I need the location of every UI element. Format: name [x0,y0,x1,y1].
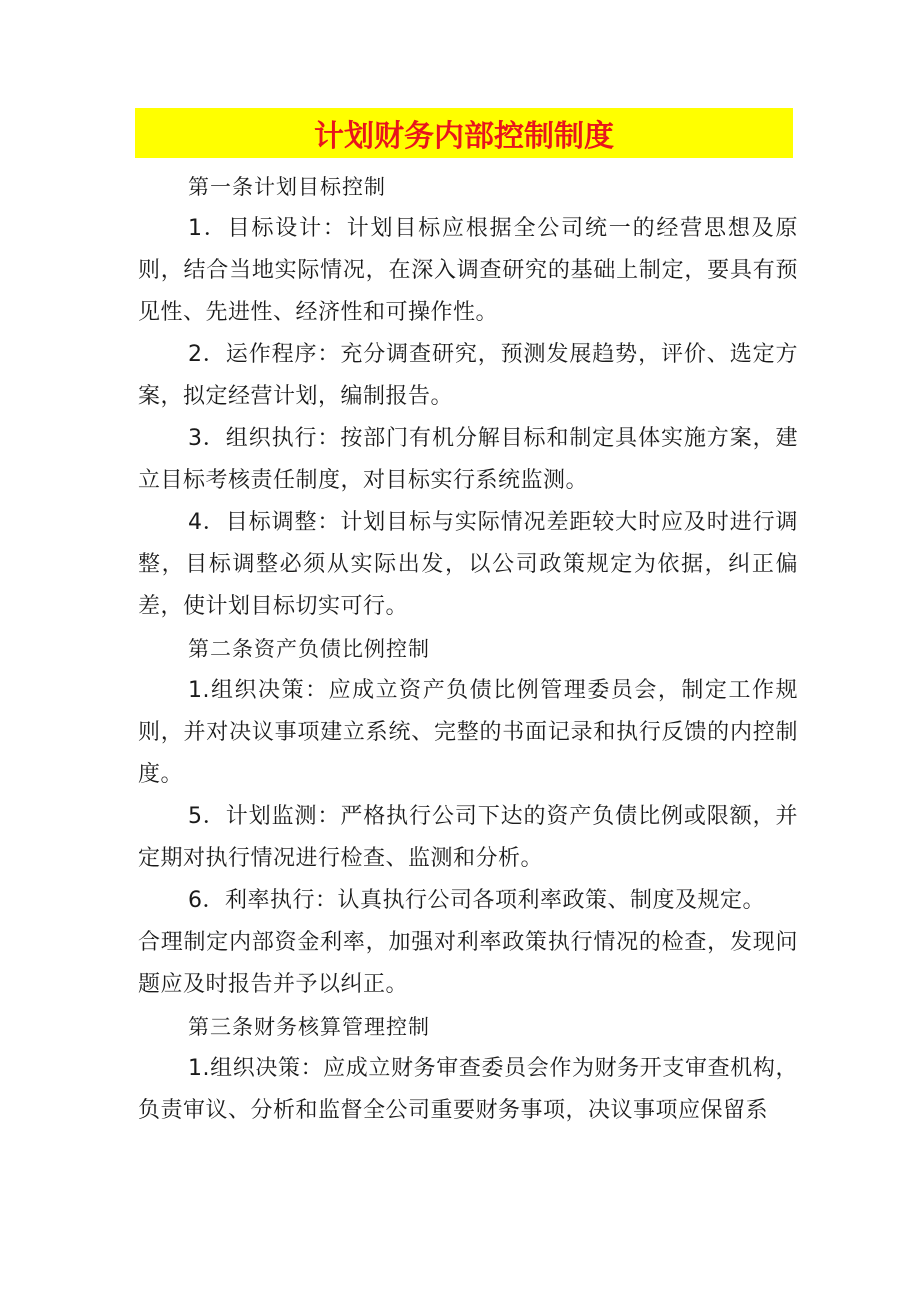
title-banner [135,108,793,158]
paragraph-goal-design: 1．目标设计：计划目标应根据全公司统一的经营思想及原则，结合当地实际情况，在深入调查研究的基础上制定，要具有预见性、先进性、经济性和可操作性。 [138,216,798,325]
article-heading-2: 第二条资产负债比例控制 [188,637,430,661]
paragraph-plan-monitoring: 5．计划监测：严格执行公司下达的资产负债比例或限额，并定期对执行情况进行检查、监测和分析。 [138,804,798,871]
document-body [138,166,798,1132]
paragraph-goal-adjustment: 4．目标调整：计划目标与实际情况差距较大时应及时进行调整，目标调整必须从实际出发，以公司政策规定为依据，纠正偏差，使计划目标切实可行。 [138,510,798,619]
paragraph-organize-decision-2: 1.组织决策：应成立财务审查委员会作为财务开支审查机构，负责审议、分析和监督全公司重要财务事项，决议事项应保留系 [138,1056,798,1123]
paragraph-interest-continuation: 合理制定内部资金利率，加强对利率政策执行情况的检查，发现问题应及时报告并予以纠正。 [138,930,798,997]
paragraph-operation-procedure: 2．运作程序：充分调查研究，预测发展趋势，评价、选定方案，拟定经营计划，编制报告。 [138,342,798,409]
paragraph-interest-execution: 6．利率执行：认真执行公司各项利率政策、制度及规定。 [188,888,765,913]
article-heading-3: 第三条财务核算管理控制 [188,1015,430,1039]
document-title: 计划财务内部控制制度 [314,119,614,154]
paragraph-organize-execution: 3．组织执行：按部门有机分解目标和制定具体实施方案，建立目标考核责任制度，对目标实行系统监测。 [138,426,798,493]
paragraph-organize-decision-1: 1.组织决策：应成立资产负债比例管理委员会，制定工作规则，并对决议事项建立系统、完整的书面记录和执行反馈的内控制度。 [138,678,798,787]
article-heading-1: 第一条计划目标控制 [188,175,386,199]
